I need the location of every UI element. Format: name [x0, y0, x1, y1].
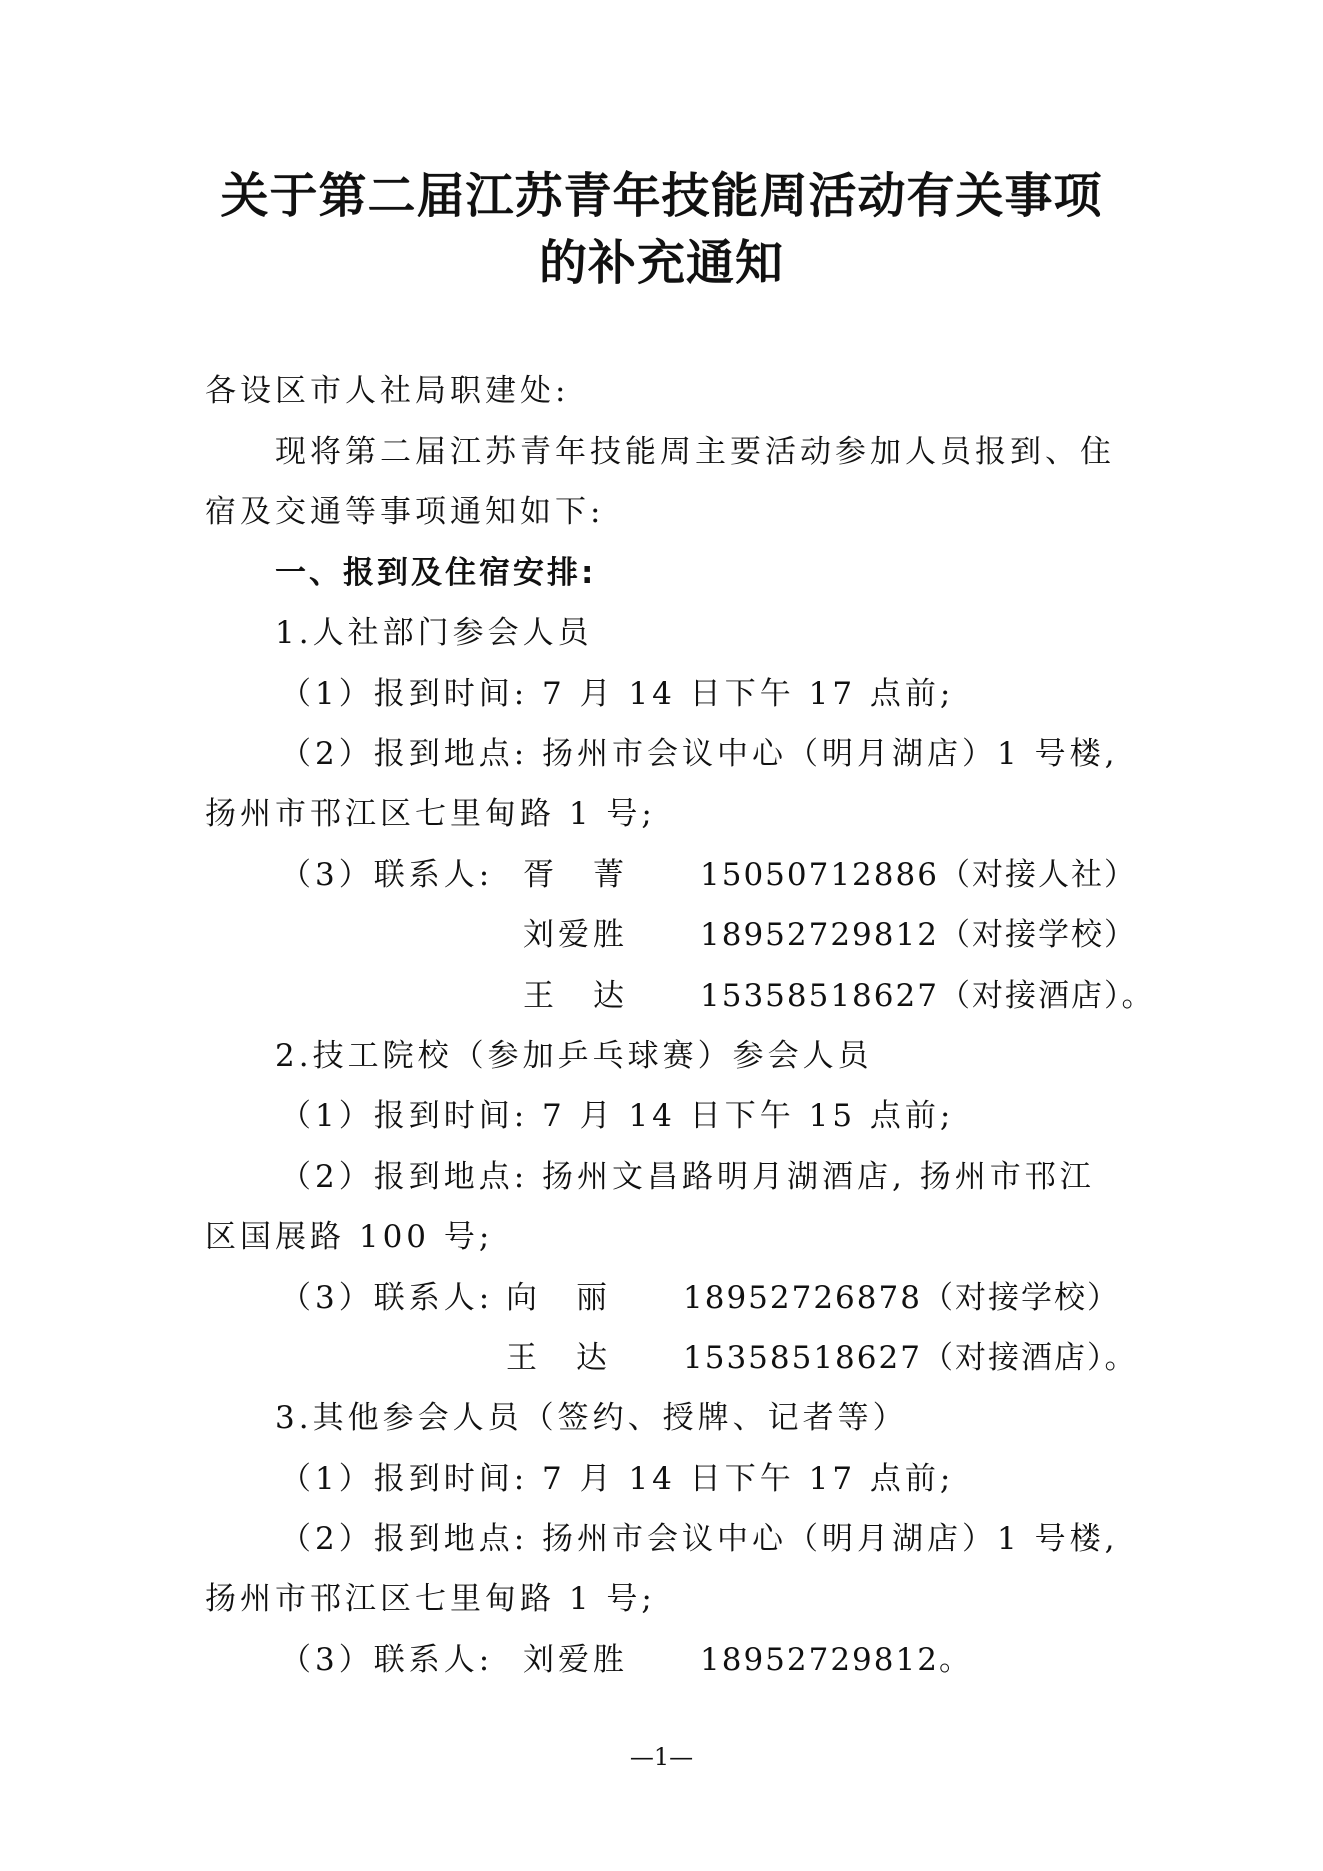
group2-contact-label: （3）联系人:	[280, 1280, 494, 1316]
contact-name: 王 达	[523, 978, 628, 1014]
contact-name: 向 丽	[506, 1280, 611, 1316]
contact-phone: 15358518627（对接酒店）。	[683, 1340, 1138, 1376]
group3-time: （1）报到时间: 7 月 14 日下午 17 点前;	[280, 1461, 955, 1497]
document-title-line-1: 关于第二届江苏青年技能周活动有关事项	[220, 168, 1103, 224]
group3-place-line-1: （2）报到地点: 扬州市会议中心（明月湖店）1 号楼,	[280, 1521, 1119, 1557]
contact-phone: 15358518627（对接酒店）。	[700, 978, 1155, 1014]
contact-name: 刘爱胜	[523, 917, 628, 953]
salutation: 各设区市人社局职建处:	[205, 373, 570, 409]
group2-place-line-2: 区国展路 100 号;	[205, 1219, 494, 1255]
contact-phone: 18952729812。	[700, 1642, 972, 1678]
group1-place-line-1: （2）报到地点: 扬州市会议中心（明月湖店）1 号楼,	[280, 736, 1119, 772]
group1-contact-label: （3）联系人:	[280, 857, 494, 893]
contact-phone: 18952729812（对接学校）	[700, 917, 1137, 953]
page-number: —1—	[629, 1743, 694, 1771]
contact-phone: 18952726878（对接学校）	[683, 1280, 1120, 1316]
contact-name: 胥 菁	[523, 857, 628, 893]
group1-place-line-2: 扬州市邗江区七里甸路 1 号;	[205, 796, 656, 832]
group3-place-line-2: 扬州市邗江区七里甸路 1 号;	[205, 1581, 656, 1617]
contact-name: 刘爱胜	[523, 1642, 628, 1678]
group1-heading: 1.人社部门参会人员	[275, 615, 593, 651]
group3-heading: 3.其他参会人员（签约、授牌、记者等）	[275, 1400, 908, 1436]
intro-line-2: 宿及交通等事项通知如下:	[205, 494, 605, 530]
group1-time: （1）报到时间: 7 月 14 日下午 17 点前;	[280, 676, 955, 712]
group2-place-line-1: （2）报到地点: 扬州文昌路明月湖酒店, 扬州市邗江	[280, 1159, 1095, 1195]
section-heading-registration: 一、报到及住宿安排:	[275, 555, 597, 591]
intro-line-1: 现将第二届江苏青年技能周主要活动参加人员报到、住	[275, 434, 1115, 470]
group3-contact-label: （3）联系人:	[280, 1642, 494, 1678]
document-title-line-2: 的补充通知	[538, 235, 784, 291]
contact-phone: 15050712886（对接人社）	[700, 857, 1137, 893]
group2-heading: 2.技工院校（参加乒乓球赛）参会人员	[275, 1038, 873, 1074]
contact-name: 王 达	[506, 1340, 611, 1376]
group2-time: （1）报到时间: 7 月 14 日下午 15 点前;	[280, 1098, 955, 1134]
